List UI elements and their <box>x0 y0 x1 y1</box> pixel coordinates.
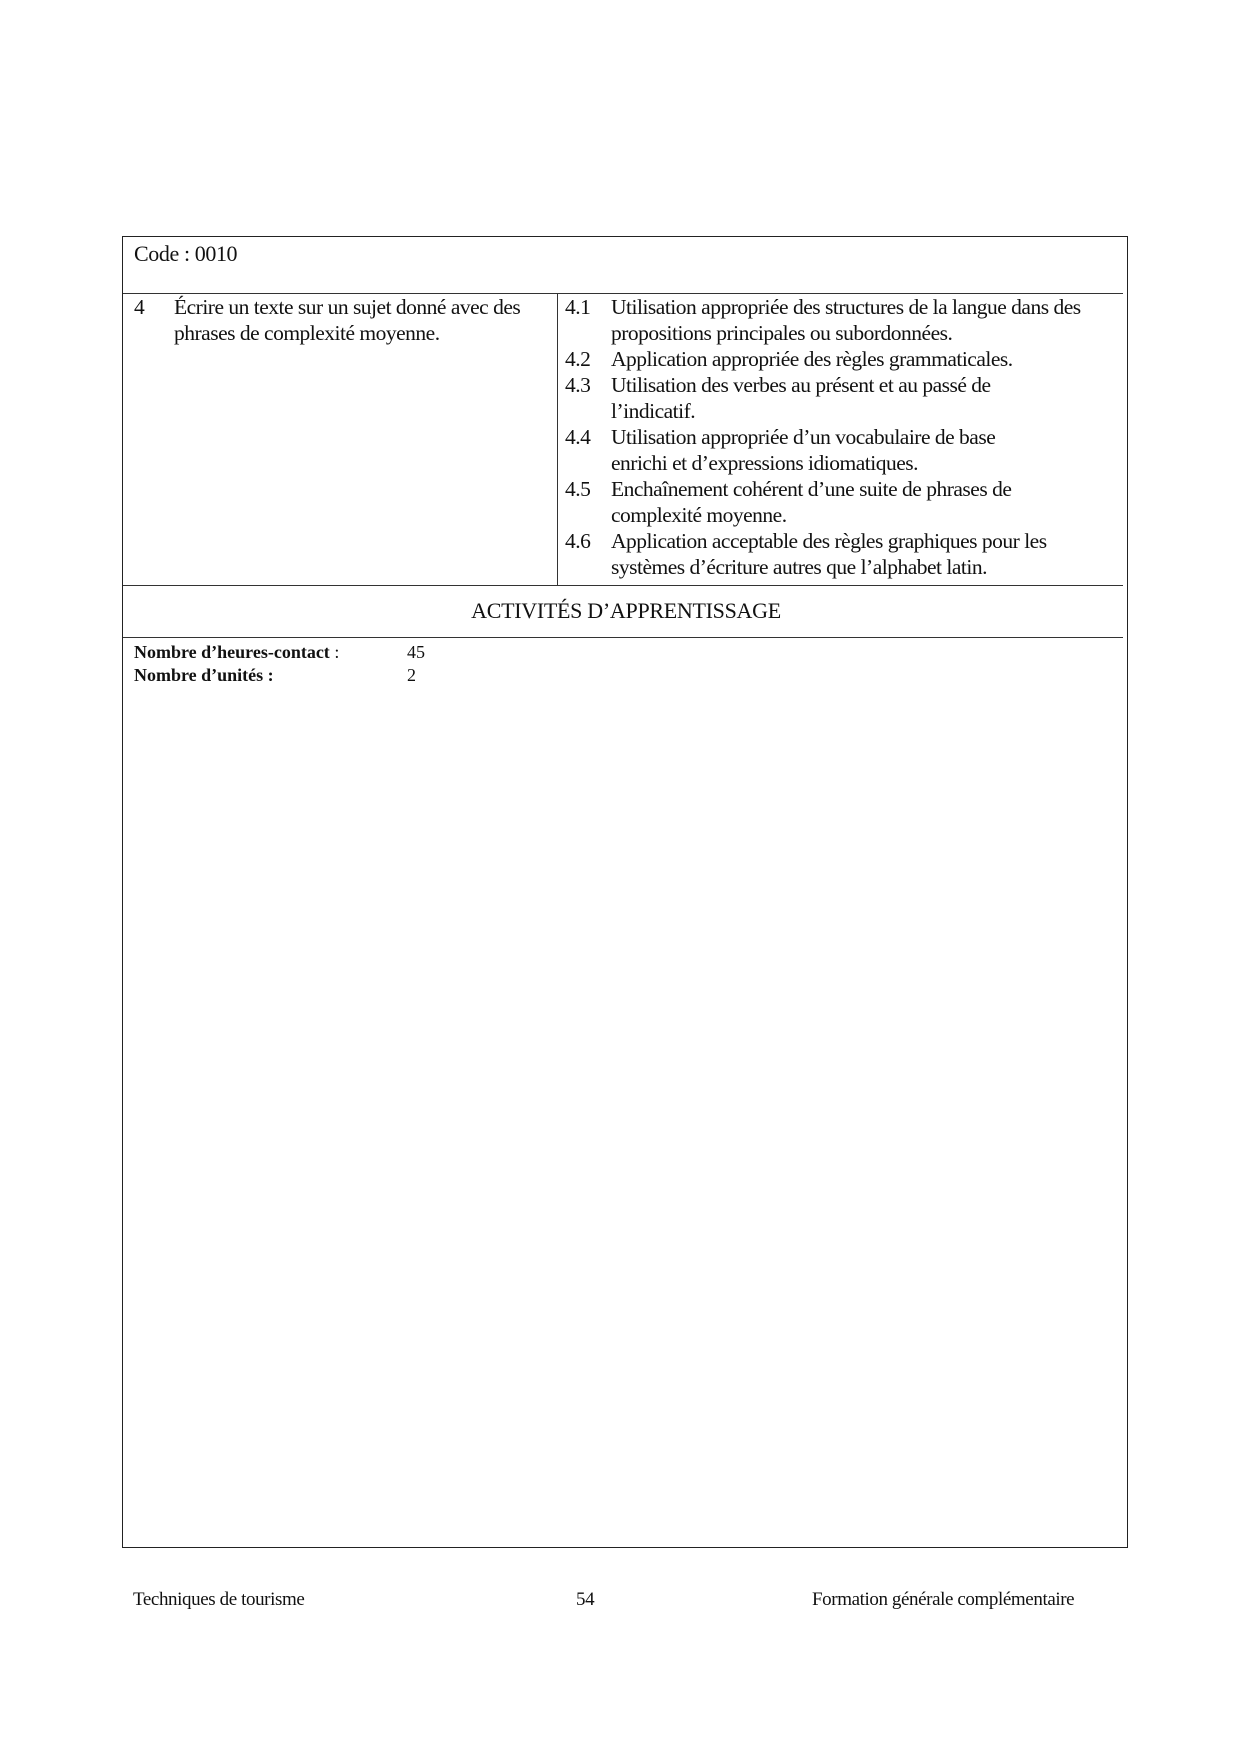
criterion-text: Utilisation appropriée des structures de la langue dans des propositions principales ou subordonnées. <box>611 295 1081 345</box>
criterion-text: Utilisation appropriée d’un vocabulaire de base enrichi et d’expressions idiomatiques. <box>611 425 996 475</box>
criterion-number: 4.5 <box>565 477 591 501</box>
footer-section: Formation générale complémentaire <box>812 1589 1075 1610</box>
page-number: 54 <box>576 1589 595 1610</box>
criterion-number: 4.3 <box>565 373 591 397</box>
code-label: Code : 0010 <box>134 241 238 266</box>
criterion-text: Utilisation des verbes au présent et au passé de l’indicatif. <box>611 373 991 423</box>
activities-heading: ACTIVITÉS D’APPRENTISSAGE <box>471 598 781 623</box>
activities-divider <box>123 637 1123 638</box>
criterion-number: 4.1 <box>565 295 591 319</box>
column-divider <box>557 293 558 585</box>
criterion-text: Application appropriée des règles grammaticales. <box>611 347 1013 371</box>
units-value: 2 <box>407 665 416 685</box>
hours-label: Nombre d’heures-contact : <box>134 642 340 662</box>
criteria-divider <box>123 585 1123 586</box>
competency-table <box>122 236 1128 1548</box>
criterion-number: 4.4 <box>565 425 591 449</box>
hours-value: 45 <box>407 642 425 662</box>
competency-statement: Écrire un texte sur un sujet donné avec des phrases de complexité moyenne. <box>174 295 521 345</box>
footer-program: Techniques de tourisme <box>133 1589 305 1610</box>
criterion-text: Enchaînement cohérent d’une suite de phrases de complexité moyenne. <box>611 477 1012 527</box>
units-label: Nombre d’unités : <box>134 665 274 685</box>
criterion-number: 4.6 <box>565 529 591 553</box>
competency-number: 4 <box>134 295 145 319</box>
criterion-number: 4.2 <box>565 347 591 371</box>
criterion-text: Application acceptable des règles graphiques pour les systèmes d’écriture autres que l’alphabet latin. <box>611 529 1047 579</box>
